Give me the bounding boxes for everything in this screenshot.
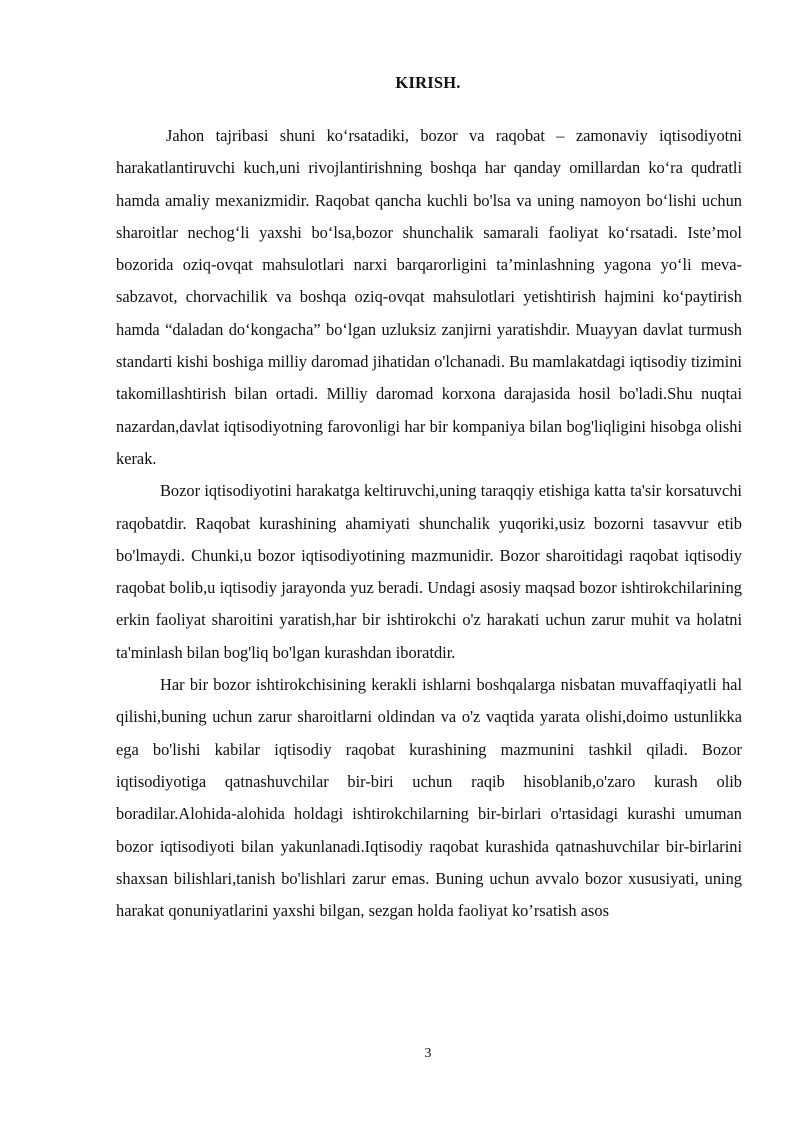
paragraph-3: Har bir bozor ishtirokchisining kerakli ishlarni boshqalarga nisbatan muvaffaqiyatli hal qilishi,buning uchun zarur sharoitlarni oldindan va o'z vaqtida yarata olishi,doimo ustunlikka ega bo'lishi kabilar iqtisodiy raqobat kurashining mazmunini tashkil qiladi. Bozor iqtisodiyotiga qatnashuvchilar bir-biri uchun raqib hisoblanib,o'zaro kurash olib boradilar.Alohida-alohida holdagi ishtirokchilarning bir-birlari o'rtasidagi kurashi umuman bozor iqtisodiyoti bilan yakunlanadi.Iqtisodiy raqobat kurashida qatnashuvchilar bir-birlarini shaxsan bilishlari,tanish bo'lishlari zarur emas. Buning uchun avvalo bozor xususiyati, uning harakat qonuniyatlarini yaxshi bilgan, sezgan holda faoliyat ko’rsatish asos [116, 675, 742, 921]
paragraph-1: Jahon tajribasi shuni koʻrsatadiki, bozor va raqobat – zamonaviy iqtisodiyotni harakatlantiruvchi kuch,uni rivojlantirishning boshqa har qanday omillardan koʻra qudratli hamda amaliy mexanizmidir. Raqobat qancha kuchli bo'lsa va uning namoyon boʻlishi uchun sharoitlar nechogʻli yaxshi boʻlsa,bozor shunchalik samarali faoliyat koʻrsatadi. Iste’mol bozorida oziq-ovqat mahsulotlari narxi barqarorligini ta’minlashning yagona yoʻli meva-sabzavot, chorvachilik va boshqa oziq-ovqat mahsulotlari yetishtirish hajmini koʻpaytirish hamda “daladan doʻkongacha” boʻlgan uzluksiz zanjirni yaratishdir. Muayyan davlat turmush standarti kishi boshiga milliy daromad jihatidan o'lchanadi. Bu mamlakatdagi iqtisodiy tizimini takomillashtirish bilan ortadi. Milliy daromad korxona darajasida hosil bo'ladi.Shu nuqtai nazardan,davlat iqtisodiyotning farovonligi har bir kompaniya bilan bog'liqligini hisobga olishi kerak. [116, 126, 742, 468]
page-title: KIRISH. [395, 73, 461, 92]
document-body [116, 120, 742, 927]
paragraph-2: Bozor iqtisodiyotini harakatga keltiruvchi,uning taraqqiy etishiga katta ta'sir korsatuvchi raqobatdir. Raqobat kurashining ahamiyati shunchalik yuqoriki,usiz bozorni tasavvur etib bo'lmaydi. Chunki,u bozor iqtisodiyotining mazmunidir. Bozor sharoitidagi raqobat iqtisodiy raqobat bolib,u iqtisodiy jarayonda yuz beradi. Undagi asosiy maqsad bozor ishtirokchilarining erkin faoliyat sharoitini yaratish,har bir ishtirokchi o'z harakati uchun zarur muhit va holatni ta'minlash bilan bog'liq bo'lgan kurashdan iboratdir. [116, 481, 742, 662]
page-number: 3 [424, 1046, 432, 1061]
